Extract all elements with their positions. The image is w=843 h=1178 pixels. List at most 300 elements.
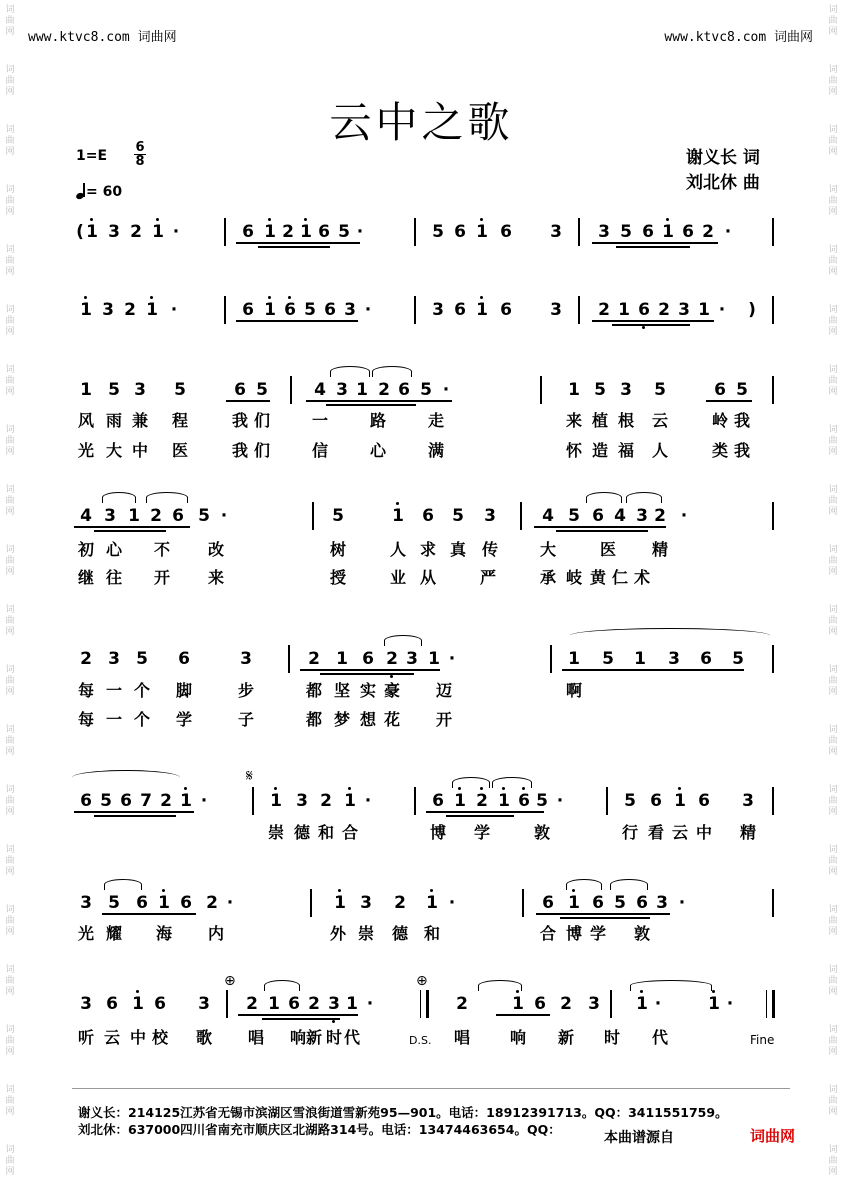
beam-underline bbox=[236, 320, 358, 322]
bar-line bbox=[224, 296, 226, 324]
time-sig-top: 6 bbox=[135, 140, 145, 155]
lyric-char: 精 bbox=[651, 540, 668, 559]
lyric-char: 我 bbox=[733, 441, 750, 460]
lyric-char: 个 bbox=[133, 710, 150, 729]
watermark-char: 词 bbox=[5, 845, 15, 855]
watermark-group bbox=[825, 425, 841, 458]
watermark-char: 曲 bbox=[828, 676, 838, 686]
beam-underline bbox=[320, 673, 414, 675]
note: 5 bbox=[100, 791, 112, 811]
note: 5 bbox=[602, 649, 614, 669]
watermark-char: 曲 bbox=[828, 796, 838, 806]
lyric-char: 我 bbox=[733, 411, 750, 430]
beam-underline bbox=[300, 669, 440, 671]
lyric-char: 术 bbox=[633, 568, 650, 587]
lyric-char: 我 bbox=[231, 441, 248, 460]
lyric-char: 们 bbox=[253, 411, 270, 430]
note: 1 bbox=[568, 380, 580, 400]
watermark-char: 词 bbox=[828, 425, 838, 435]
beam-underline bbox=[706, 400, 752, 402]
watermark-char: 曲 bbox=[5, 676, 15, 686]
beam-underline bbox=[496, 1014, 550, 1016]
note: 2 bbox=[378, 380, 390, 400]
note: 6 bbox=[432, 791, 444, 811]
lyric-char: 根 bbox=[617, 411, 634, 430]
coda-mark-1: ⊕ bbox=[224, 973, 236, 989]
source-label: 本曲谱源自 bbox=[604, 1130, 674, 1146]
note: · bbox=[226, 893, 234, 913]
lyric-char: 初 bbox=[77, 540, 94, 559]
note: 3 bbox=[406, 649, 418, 669]
note: 1 bbox=[268, 994, 280, 1014]
note: ) bbox=[748, 300, 756, 320]
beam-underline bbox=[94, 815, 176, 817]
watermark-char: 网 bbox=[828, 507, 838, 517]
watermark-char: 词 bbox=[828, 1025, 838, 1035]
lyric-char: 真 bbox=[449, 540, 466, 559]
beam-underline bbox=[74, 526, 190, 528]
note: 3 bbox=[550, 300, 562, 320]
watermark-char: 网 bbox=[828, 87, 838, 97]
note: 6 bbox=[454, 222, 466, 242]
watermark-char: 网 bbox=[828, 1107, 838, 1117]
bar-line bbox=[772, 889, 774, 917]
note: · bbox=[726, 994, 734, 1014]
note: 1 bbox=[270, 791, 282, 811]
watermark-group bbox=[825, 605, 841, 638]
lyric-char: 中 bbox=[129, 1028, 146, 1047]
note: · bbox=[200, 791, 208, 811]
note: 4 bbox=[314, 380, 326, 400]
note: 1 bbox=[392, 506, 404, 526]
tempo-value: = 60 bbox=[86, 184, 123, 200]
lyric-char: 来 bbox=[565, 411, 582, 430]
note: 1 bbox=[334, 893, 346, 913]
note: 1 bbox=[674, 791, 686, 811]
note: · bbox=[442, 380, 450, 400]
note: 2 bbox=[658, 300, 670, 320]
watermark-char: 网 bbox=[5, 147, 15, 157]
bar-line bbox=[772, 502, 774, 530]
note: 6 bbox=[242, 300, 254, 320]
note: 5 bbox=[654, 380, 666, 400]
watermark-char: 曲 bbox=[828, 556, 838, 566]
note: 6 bbox=[120, 791, 132, 811]
final-bar bbox=[772, 990, 775, 1018]
bar-line bbox=[520, 502, 522, 530]
watermark-char: 词 bbox=[5, 665, 15, 675]
beam-underline bbox=[74, 811, 194, 813]
note: 3 bbox=[80, 893, 92, 913]
watermark-char: 词 bbox=[828, 905, 838, 915]
watermark-char: 曲 bbox=[5, 556, 15, 566]
watermark-char: 曲 bbox=[5, 916, 15, 926]
note: 6 bbox=[178, 649, 190, 669]
lyric-char: 看 bbox=[647, 823, 664, 842]
lyric-char: 合 bbox=[341, 823, 358, 842]
bar-line bbox=[772, 787, 774, 815]
note: 6 bbox=[284, 300, 296, 320]
composer-credit: 刘北休 曲 bbox=[686, 173, 760, 193]
lyric-char: 和 bbox=[423, 924, 440, 943]
note: · bbox=[556, 791, 564, 811]
bar-line bbox=[578, 296, 580, 324]
note: 6 bbox=[454, 300, 466, 320]
lyric-char: 不 bbox=[153, 540, 170, 559]
watermark-char: 曲 bbox=[828, 496, 838, 506]
tie-arc bbox=[630, 980, 712, 991]
watermark-char: 词 bbox=[828, 5, 838, 15]
lyric-char: 云 bbox=[671, 823, 688, 842]
note: 3 bbox=[328, 994, 340, 1014]
note: ( bbox=[76, 222, 84, 242]
note: 2 bbox=[320, 791, 332, 811]
watermark-char: 网 bbox=[5, 687, 15, 697]
octave-dot-high bbox=[338, 889, 341, 892]
note: · bbox=[448, 893, 456, 913]
slur-arc bbox=[570, 628, 770, 643]
note: · bbox=[364, 791, 372, 811]
watermark-char: 曲 bbox=[828, 856, 838, 866]
time-sig-bottom: 8 bbox=[135, 154, 145, 169]
beam-underline bbox=[102, 913, 196, 915]
note: 3 bbox=[102, 300, 114, 320]
note: 5 bbox=[614, 893, 626, 913]
lyric-char: 都 bbox=[305, 681, 322, 700]
watermark-char: 词 bbox=[828, 245, 838, 255]
bar-line bbox=[540, 376, 542, 404]
note: 6 bbox=[242, 222, 254, 242]
octave-dot-high bbox=[480, 296, 483, 299]
beam-underline bbox=[226, 400, 270, 402]
note: 1 bbox=[568, 649, 580, 669]
watermark-group bbox=[2, 245, 18, 278]
watermark-char: 曲 bbox=[5, 196, 15, 206]
footer-line-2: 刘北休：637000四川省南充市顺庆区北湖路314号。电话：13474463654。QQ： bbox=[78, 1122, 561, 1137]
note: 1 bbox=[512, 994, 524, 1014]
note: 5 bbox=[108, 380, 120, 400]
note: 2 bbox=[308, 994, 320, 1014]
lyric-char: 开 bbox=[435, 710, 452, 729]
bar-line bbox=[578, 218, 580, 246]
bar-line bbox=[290, 376, 292, 404]
note: 1 bbox=[476, 222, 488, 242]
octave-dot-high bbox=[288, 296, 291, 299]
note: 2 bbox=[206, 893, 218, 913]
bar-line bbox=[414, 296, 416, 324]
beam-underline bbox=[560, 917, 650, 919]
watermark-char: 网 bbox=[5, 1047, 15, 1057]
tie-arc bbox=[452, 777, 490, 788]
watermark-char: 曲 bbox=[828, 376, 838, 386]
watermark-char: 曲 bbox=[5, 1156, 15, 1166]
note: 3 bbox=[108, 222, 120, 242]
note: 1 bbox=[264, 300, 276, 320]
watermark-char: 词 bbox=[5, 185, 15, 195]
note: 1 bbox=[426, 893, 438, 913]
watermark-group bbox=[825, 365, 841, 398]
watermark-char: 词 bbox=[5, 905, 15, 915]
watermark-char: 曲 bbox=[828, 616, 838, 626]
note: 1 bbox=[128, 506, 140, 526]
note: 4 bbox=[614, 506, 626, 526]
octave-dot-low bbox=[332, 1020, 335, 1023]
watermark-char: 网 bbox=[828, 567, 838, 577]
note: 3 bbox=[360, 893, 372, 913]
note: · bbox=[654, 994, 662, 1014]
note: 6 bbox=[398, 380, 410, 400]
watermark-char: 词 bbox=[828, 545, 838, 555]
lyric-char: 学 bbox=[175, 710, 192, 729]
watermark-char: 曲 bbox=[828, 1036, 838, 1046]
note: · bbox=[366, 994, 374, 1014]
watermark-char: 词 bbox=[828, 845, 838, 855]
note: 3 bbox=[198, 994, 210, 1014]
lyric-char: 心 bbox=[369, 441, 386, 460]
note: 3 bbox=[656, 893, 668, 913]
watermark-char: 曲 bbox=[5, 316, 15, 326]
watermark-char: 网 bbox=[5, 1107, 15, 1117]
note: 1 bbox=[86, 222, 98, 242]
note: 2 bbox=[124, 300, 136, 320]
watermark-char: 曲 bbox=[5, 76, 15, 86]
watermark-char: 词 bbox=[828, 725, 838, 735]
watermark-char: 曲 bbox=[5, 1036, 15, 1046]
lyric-char: 承 bbox=[539, 568, 556, 587]
watermark-group bbox=[825, 965, 841, 998]
lyric-char: 时 bbox=[325, 1028, 342, 1047]
watermark-char: 词 bbox=[828, 65, 838, 75]
watermark-char: 曲 bbox=[5, 496, 15, 506]
beam-underline bbox=[236, 242, 360, 244]
note: 1 bbox=[264, 222, 276, 242]
lyric-char: 精 bbox=[739, 823, 756, 842]
watermark-char: 曲 bbox=[828, 76, 838, 86]
watermark-group bbox=[2, 845, 18, 878]
note: · bbox=[172, 222, 180, 242]
watermark-group bbox=[2, 665, 18, 698]
watermark-char: 曲 bbox=[828, 196, 838, 206]
watermark-group bbox=[2, 485, 18, 518]
bar-line bbox=[772, 645, 774, 673]
note: 1 bbox=[336, 649, 348, 669]
lyric-char: 博 bbox=[429, 823, 446, 842]
lyric-char: 外 bbox=[329, 924, 346, 943]
quarter-note-icon bbox=[76, 183, 86, 199]
bar-line bbox=[772, 218, 774, 246]
lyric-char: 一 bbox=[311, 411, 328, 430]
watermark-group bbox=[825, 1145, 841, 1178]
lyric-char: 从 bbox=[419, 568, 436, 587]
watermark-group bbox=[825, 5, 841, 38]
bar-line bbox=[772, 296, 774, 324]
lyric-char: 每 bbox=[77, 681, 94, 700]
lyric-char: 继 bbox=[77, 568, 94, 587]
note: 1 bbox=[498, 791, 510, 811]
watermark-char: 词 bbox=[5, 545, 15, 555]
octave-dot-high bbox=[480, 218, 483, 221]
note: 6 bbox=[362, 649, 374, 669]
lyric-char: 中 bbox=[131, 441, 148, 460]
note: 1 bbox=[158, 893, 170, 913]
watermark-group bbox=[825, 1085, 841, 1118]
octave-dot-high bbox=[162, 889, 165, 892]
lyric-char: 步 bbox=[237, 681, 254, 700]
note: · bbox=[718, 300, 726, 320]
note: 6 bbox=[650, 791, 662, 811]
watermark-group bbox=[825, 665, 841, 698]
watermark-char: 网 bbox=[828, 207, 838, 217]
lyric-char: 兼 bbox=[131, 411, 148, 430]
note: 5 bbox=[568, 506, 580, 526]
watermark-group bbox=[2, 965, 18, 998]
note: 6 bbox=[714, 380, 726, 400]
note: 6 bbox=[682, 222, 694, 242]
tie-arc bbox=[626, 492, 662, 503]
note: 2 bbox=[476, 791, 488, 811]
watermark-char: 网 bbox=[5, 327, 15, 337]
watermark-char: 词 bbox=[828, 185, 838, 195]
lyricist-credit: 谢义长 词 bbox=[686, 148, 760, 168]
lyric-char: 改 bbox=[207, 540, 224, 559]
watermark-char: 网 bbox=[828, 267, 838, 277]
watermark-char: 网 bbox=[5, 807, 15, 817]
watermark-char: 词 bbox=[5, 5, 15, 15]
watermark-char: 网 bbox=[5, 1167, 15, 1177]
watermark-group bbox=[825, 785, 841, 818]
beam-underline bbox=[426, 811, 544, 813]
watermark-char: 曲 bbox=[828, 316, 838, 326]
source-site-link[interactable]: 词曲网 bbox=[750, 1127, 796, 1145]
lyric-char: 都 bbox=[305, 710, 322, 729]
note: 6 bbox=[638, 300, 650, 320]
note: 3 bbox=[678, 300, 690, 320]
watermark-char: 词 bbox=[828, 785, 838, 795]
lyric-char: 内 bbox=[207, 924, 224, 943]
note: 4 bbox=[542, 506, 554, 526]
watermark-group bbox=[825, 305, 841, 338]
beam-underline bbox=[238, 1014, 358, 1016]
watermark-char: 词 bbox=[5, 1025, 15, 1035]
octave-dot-high bbox=[184, 787, 187, 790]
note: 3 bbox=[484, 506, 496, 526]
note: 2 bbox=[702, 222, 714, 242]
watermark-group bbox=[825, 245, 841, 278]
watermark-group bbox=[2, 1145, 18, 1178]
lyric-char: 开 bbox=[153, 568, 170, 587]
bar-line bbox=[606, 787, 608, 815]
lyric-char: 往 bbox=[105, 568, 122, 587]
lyric-char: 博 bbox=[565, 924, 582, 943]
lyric-char: 崇 bbox=[267, 823, 284, 842]
lyric-char: 坚 bbox=[333, 681, 350, 700]
footer-line-1: 谢义长：214125江苏省无锡市滨湖区雪浪街道雪新苑95—901。电话：18912391713。QQ：3411551759。 bbox=[78, 1105, 728, 1120]
lyric-char: 一 bbox=[105, 710, 122, 729]
watermark-char: 曲 bbox=[5, 1096, 15, 1106]
note: 1 bbox=[80, 380, 92, 400]
lyric-char: 歌 bbox=[195, 1028, 212, 1047]
note: 6 bbox=[80, 791, 92, 811]
watermark-char: 网 bbox=[828, 987, 838, 997]
lyric-char: 时 bbox=[603, 1028, 620, 1047]
segno-mark: 𝄋 bbox=[246, 766, 253, 785]
lyric-char: 听 bbox=[77, 1028, 94, 1047]
watermark-group bbox=[825, 905, 841, 938]
lyric-char: 类 bbox=[711, 441, 728, 460]
lyric-char: 我 bbox=[231, 411, 248, 430]
note: 1 bbox=[662, 222, 674, 242]
tie-arc bbox=[566, 879, 602, 890]
note: 6 bbox=[288, 994, 300, 1014]
note: 1 bbox=[152, 222, 164, 242]
note: 2 bbox=[456, 994, 468, 1014]
note: 1 bbox=[698, 300, 710, 320]
note: · bbox=[220, 506, 228, 526]
lyric-char: 豪 bbox=[383, 681, 400, 700]
lyric-char: 云 bbox=[103, 1028, 120, 1047]
watermark-char: 曲 bbox=[5, 436, 15, 446]
note: 3 bbox=[134, 380, 146, 400]
watermark-char: 网 bbox=[828, 687, 838, 697]
watermark-group bbox=[2, 1025, 18, 1058]
bar-line bbox=[550, 645, 552, 673]
right-watermark bbox=[825, 0, 841, 1177]
watermark-group bbox=[825, 725, 841, 758]
tie-arc bbox=[478, 980, 522, 991]
note: 5 bbox=[452, 506, 464, 526]
site-header-left[interactable]: www.ktvc8.com 词曲网 bbox=[28, 30, 177, 45]
watermark-char: 曲 bbox=[828, 16, 838, 26]
site-header-right[interactable]: www.ktvc8.com 词曲网 bbox=[664, 30, 813, 45]
lyric-char: 岭 bbox=[711, 411, 728, 430]
octave-dot-high bbox=[136, 990, 139, 993]
octave-dot-low bbox=[642, 326, 645, 329]
lyric-char: 中 bbox=[695, 823, 712, 842]
watermark-group bbox=[825, 485, 841, 518]
tie-arc bbox=[102, 492, 136, 503]
beam-underline bbox=[562, 669, 744, 671]
watermark-group bbox=[2, 5, 18, 38]
tie-arc bbox=[264, 980, 300, 991]
watermark-char: 网 bbox=[828, 927, 838, 937]
slur-arc bbox=[72, 770, 180, 785]
lyric-char: 行 bbox=[621, 823, 638, 842]
ds-mark: D.S. bbox=[409, 1034, 432, 1047]
watermark-char: 网 bbox=[828, 627, 838, 637]
octave-dot-high bbox=[268, 218, 271, 221]
repeat-bar bbox=[426, 990, 429, 1018]
watermark-char: 网 bbox=[5, 567, 15, 577]
note: 1 bbox=[634, 649, 646, 669]
lyric-char: 光 bbox=[77, 441, 94, 460]
watermark-char: 词 bbox=[5, 425, 15, 435]
watermark-group bbox=[2, 1085, 18, 1118]
bar-line bbox=[226, 990, 228, 1018]
bar-line bbox=[772, 376, 774, 404]
note: 2 bbox=[160, 791, 172, 811]
lyric-char: 们 bbox=[253, 441, 270, 460]
note: 2 bbox=[150, 506, 162, 526]
watermark-char: 曲 bbox=[5, 856, 15, 866]
fine-mark: Fine bbox=[750, 1033, 775, 1047]
lyric-char: 脚 bbox=[175, 681, 192, 700]
watermark-char: 网 bbox=[828, 1047, 838, 1057]
watermark-char: 网 bbox=[5, 627, 15, 637]
octave-dot-high bbox=[90, 218, 93, 221]
watermark-char: 网 bbox=[5, 207, 15, 217]
lyric-char: 来 bbox=[207, 568, 224, 587]
lyric-char: 唱 bbox=[247, 1028, 264, 1047]
